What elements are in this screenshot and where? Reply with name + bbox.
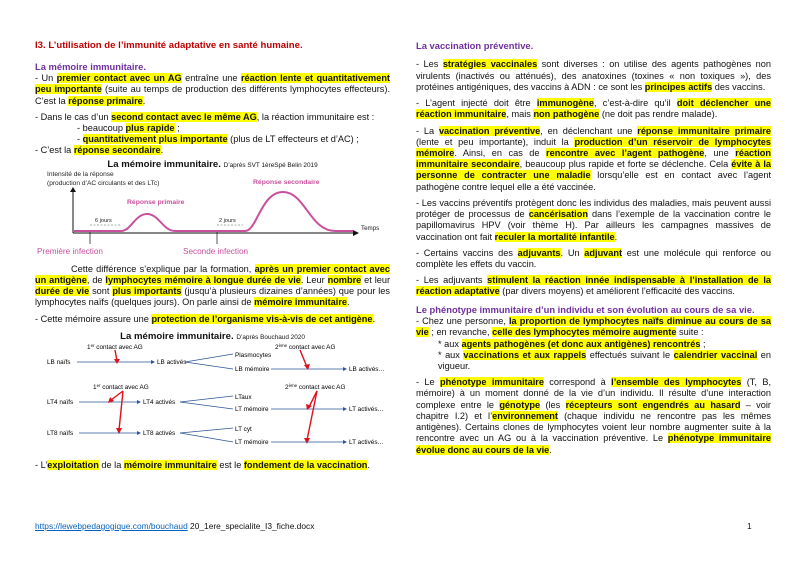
- subheading-vaccination: La vaccination préventive.: [416, 40, 534, 51]
- paragraph-primary: - Un premier contact avec un AG entraîne une réaction lente et quantitativement peu importante (suite au temps de production des différents lymphocytes effecteurs). C’est la réponse primaire.: [35, 73, 391, 106]
- list-item: - beaucoup plus rapide ;: [77, 123, 180, 134]
- paragraph-adjuvants: - Certains vaccins des adjuvants. Un adjuvant est une molécule qui renforce ou complète les effets du vaccin.: [416, 247, 771, 269]
- paragraph-secondary: - Dans le cas d’un second contact avec le même AG, la réaction immunitaire est :: [35, 111, 375, 122]
- x-axis-label: Temps: [361, 225, 380, 233]
- cell-label: LT4 naïfs: [47, 399, 74, 407]
- paragraph-preventive: - La vaccination préventive, en déclenchant une réponse immunitaire primaire (lente et peu importante), induit la production d’un réservoir de lymphocytes mémoire. Ainsi, en cas de rencontre avec l’agent pathogène, une réaction immunitaire secondaire, beaucoup plus rapide et forte se déclenche. Cela évite à la personne de contracter une maladie lorsqu’elle est en contact avec l’agent pathogène contre lequel elle a été vaccinée.: [416, 125, 772, 192]
- contact-label: 2ème contact avec AG: [285, 383, 346, 392]
- x-axis-arrow: [353, 230, 359, 236]
- left-column: [35, 40, 390, 476]
- source-link[interactable]: https://lewebpedagogique.com/bouchaud: [35, 521, 188, 531]
- delay-label: 6 jours: [95, 218, 112, 225]
- figure-title: La mémoire immunitaire. D’après SVT 1èreSpé Belin 2019: [107, 158, 318, 170]
- paragraph-vaccination-basis: - L’exploitation de la mémoire immunitaire est le fondement de la vaccination.: [35, 459, 370, 470]
- y-axis-label: (production d’AC circulants et des LTc): [47, 180, 160, 188]
- contact-label: 1er contact avec AG: [93, 383, 149, 392]
- contact-arrow: [300, 350, 307, 367]
- contact-arrow: [111, 391, 123, 400]
- right-column: [416, 40, 771, 461]
- cell-label: LT activés…: [349, 406, 384, 414]
- cell-label: LT cyt: [235, 426, 252, 434]
- figure-lymphocyte-schema: [35, 331, 390, 454]
- primary-response-label: Réponse primaire: [127, 199, 185, 207]
- paragraph-secondary-conclusion: - C’est la réponse secondaire.: [35, 145, 164, 156]
- contact-label: 1er contact avec AG: [87, 343, 143, 352]
- cell-label: LT mémoire: [235, 406, 269, 414]
- second-infection-label: Seconde infection: [183, 247, 249, 257]
- paragraph-immunogen: - L’agent injecté doit être immunogène, c’est-à-dire qu’il doit déclencher une réaction immunitaire, mais non pathogène (ne doit pas rendre malade).: [416, 98, 771, 120]
- delay-label: 2 jours: [219, 218, 236, 225]
- cell-label: LB activés…: [349, 366, 385, 374]
- paragraph-strategies: - Les stratégies vaccinales sont diverses : on utilise des agents pathogènes non virulents (inactivés ou atténués), des anatoxines (toxines « non toxiques »), des protéines antigéniques, des vaccins à ADN : ce sont les principes actifs des vaccins.: [416, 59, 771, 92]
- contact-label: 2ème contact avec AG: [275, 343, 336, 352]
- footer: [35, 521, 314, 531]
- cell-label: LB naïfs: [47, 359, 71, 367]
- cell-label: LB activés: [157, 359, 187, 367]
- cell-label: LT activés…: [349, 439, 384, 447]
- list-item: - quantitativement plus importante (plus de LT effecteurs et d’AC) ;: [77, 134, 359, 145]
- list-item: * aux agents pathogènes (et donc aux antigènes) rencontrés ;: [438, 338, 706, 349]
- response-curve-diagram: [35, 170, 390, 258]
- cell-label: LT mémoire: [235, 439, 269, 447]
- file-name: 20_1ere_specialite_I3_fiche.docx: [187, 521, 315, 531]
- cell-label: LT8 naïfs: [47, 430, 74, 438]
- secondary-response-label: Réponse secondaire: [253, 179, 320, 187]
- paragraph-adjuvant-role: - Les adjuvants stimulent la réaction innée indispensable à l’installation de la réaction adaptative (par divers moyens) et améliorent l’efficacité des vaccins.: [416, 275, 771, 297]
- paragraph-lymphocyte-evolution: - Chez une personne, la proportion de lymphocytes naïfs diminue au cours de sa vie ; en revanche, celle des lymphocytes mémoire augmente suite :: [416, 316, 771, 338]
- contact-arrow: [119, 391, 123, 430]
- figure-title: La mémoire immunitaire. D’après Bouchaud 2020: [120, 330, 305, 342]
- cell-label: Plasmocytes: [235, 352, 272, 360]
- y-axis-arrow: [70, 187, 76, 192]
- lymphocyte-diagram: [35, 342, 390, 450]
- page-number: 1: [747, 521, 752, 531]
- section-heading: I3. L’utilisation de l’immunité adaptative en santé humaine.: [35, 40, 303, 51]
- list-item: * aux vaccinations et aux rappels effectués suivant le calendrier vaccinal en vigueur.: [438, 349, 771, 371]
- y-axis-label: Intensité de la réponse: [47, 171, 114, 179]
- figure-memory-curve: [35, 159, 390, 262]
- paragraph-protection: - Cette mémoire assure une protection de l’organisme vis-à-vis de cet antigène.: [35, 313, 376, 324]
- cell-label: LB mémoire: [235, 366, 270, 374]
- paragraph-cancer: - Les vaccins préventifs protègent donc les individus des maladies, mais peuvent aussi protéger de processus de cancérisation dans l’exemple de la vaccination contre le papillomavirus HPV (voir thème H). Par ailleurs les campagnes massives de vaccination ont fait reculer la mortalité infantile.: [416, 197, 771, 242]
- cell-label: LTaux: [235, 394, 252, 402]
- cell-label: LT8 activés: [143, 430, 176, 438]
- paragraph-memory-cells: Cette différence s’explique par la formation, après un premier contact avec un antigène, de lymphocytes mémoire à longue durée de vie. Leur nombre et leur durée de vie sont plus importants (jusqu’à plusieurs dizaines d’années) que pour les lymphocytes naïfs (quelques jours). On parle ainsi de mémoire immunitaire.: [35, 263, 391, 308]
- contact-arrow: [307, 391, 317, 440]
- first-infection-label: Première infection: [37, 247, 103, 257]
- subheading-memoire: La mémoire immunitaire.: [35, 60, 146, 72]
- subheading-phenotype: Le phénotype immunitaire d’un individu et son évolution au cours de sa vie.: [416, 303, 755, 315]
- cell-label: LT4 activés: [143, 399, 176, 407]
- paragraph-phenotype: - Le phénotype immunitaire correspond à l’ensemble des lymphocytes (T, B, mémoire) à un moment donné de la vie d’un individu. Il résulte d’une interaction complexe entre le génotype (les récepteurs sont engendrés au hasard – voir chapitre I.2) et l’environnement (chaque individu ne rencontre pas les mêmes antigènes). Certains clones de lymphocytes voient leur nombre augmenter suite à la rencontre avec un AG ou à la vaccination préventive. Le phénotype immunitaire évolue donc au cours de la vie.: [416, 377, 772, 455]
